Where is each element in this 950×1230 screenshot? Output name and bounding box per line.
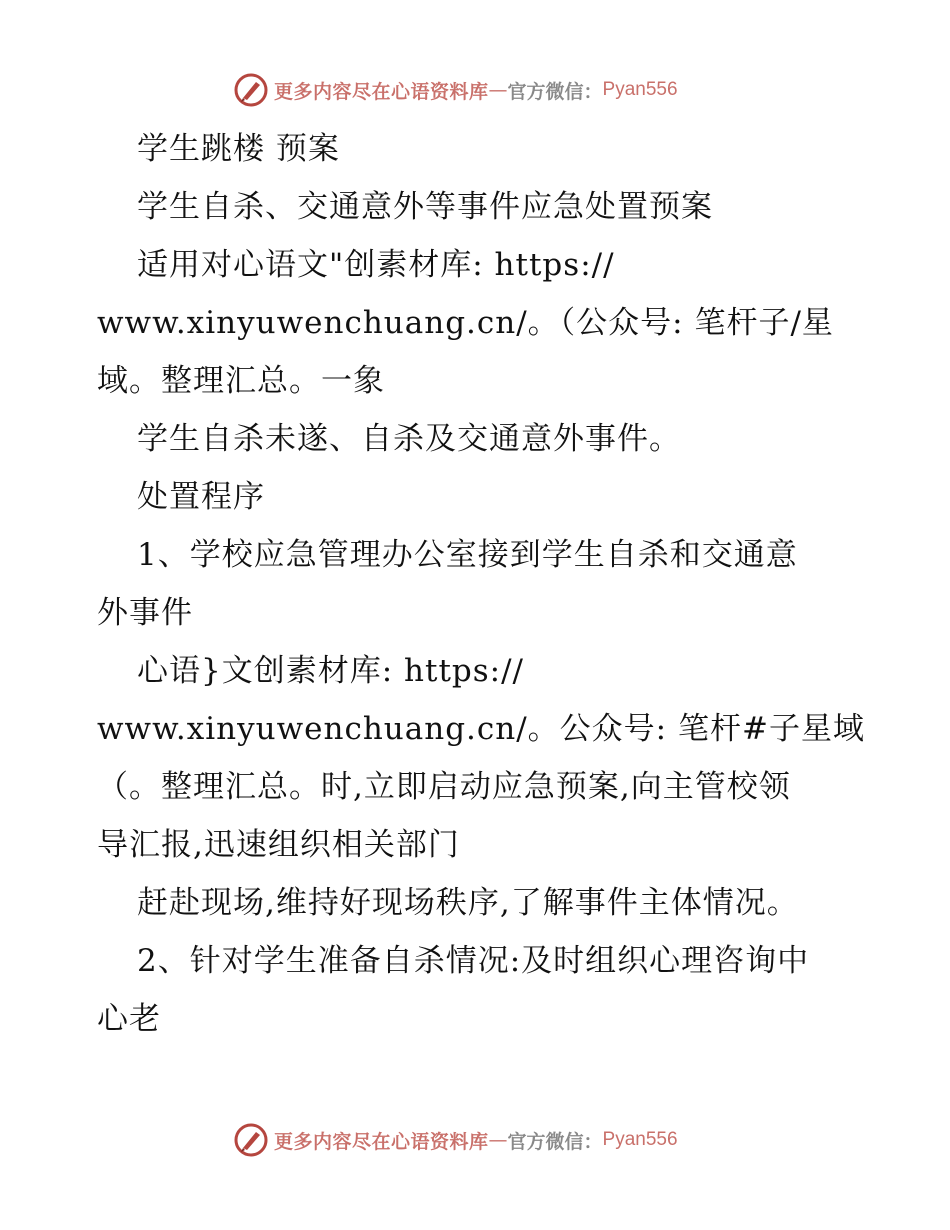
footer-watermark (234, 1123, 678, 1157)
text-line: 适用对心语文"创素材库: https:// (137, 247, 615, 283)
footer-brand-text: 更多内容尽在心语资料库 (274, 1130, 489, 1153)
text-line: 学生跳楼 预案 (137, 131, 340, 167)
text-line: （。整理汇总。时,立即启动应急预案,向主管校领 (97, 769, 791, 805)
text-line: 学生自杀、交通意外等事件应急处置预案 (137, 189, 713, 225)
text-line: 域。整理汇总。一象 (97, 363, 385, 399)
text-line: 2、针对学生准备自杀情况:及时组织心理咨询中 (137, 943, 810, 979)
text-line: 心老 (97, 1001, 161, 1037)
header-brand-text: 更多内容尽在心语资料库 (274, 80, 489, 103)
text-line: 导汇报,迅速组织相关部门 (97, 827, 460, 863)
header-wechat-label: 官方微信： (507, 80, 603, 103)
text-line: 1、学校应急管理办公室接到学生自杀和交通意 (137, 537, 798, 573)
footer-wechat-id: Pyan556 (602, 1129, 678, 1150)
text-line: www.xinyuwenchuang.cn/。（公众号: 笔杆子/星 (97, 305, 834, 341)
text-line: 学生自杀未遂、自杀及交通意外事件。 (137, 421, 681, 457)
header-wechat-id: Pyan556 (602, 79, 678, 100)
text-line: 处置程序 (137, 479, 265, 515)
header-separator: — (488, 79, 508, 101)
pen-logo-icon (234, 1123, 268, 1157)
footer-separator: — (488, 1129, 508, 1151)
header-watermark (234, 73, 678, 107)
text-line: 心语}文创素材库: https:// (137, 653, 524, 689)
footer-wechat-label: 官方微信： (507, 1130, 603, 1153)
text-line: 赶赴现场,维持好现场秩序,了解事件主体情况。 (137, 885, 799, 921)
pen-logo-icon (234, 73, 268, 107)
text-line: www.xinyuwenchuang.cn/。公众号: 笔杆#子星域 (97, 711, 865, 747)
document-body (97, 120, 865, 1048)
text-line: 外事件 (97, 595, 193, 631)
